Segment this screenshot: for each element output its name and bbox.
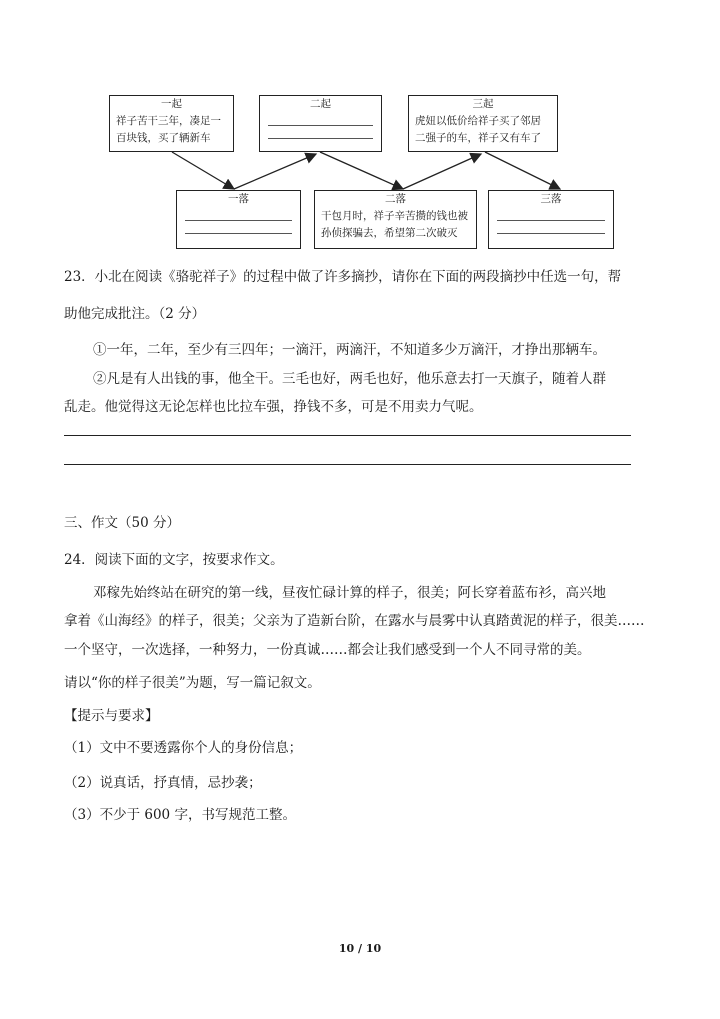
arrow-fall1-to-rise2 (234, 154, 316, 189)
box-title: 二起 (310, 98, 331, 110)
box-text-line: 祥子苦干三年，凑足一 (116, 115, 221, 127)
box-title: 三落 (540, 193, 562, 205)
q24-requirements-title: 【提示与要求】 (64, 708, 159, 724)
q24-prompt: 请以“你的样子很美”为题，写一篇记叙文。 (64, 675, 321, 691)
q23-option-1: ①一年，二年，至少有三四年；一滴汗，两滴汗，不知道多少万滴汗，才挣出那辆车。 (93, 342, 606, 358)
box-text-line: 干包月时，祥子辛苦攒的钱也被 (321, 210, 468, 222)
q24-para-1: 邓稼先始终站在研究的第一线，昼夜忙碌计算的样子，很美；阿长穿着蓝布衫，高兴地 (93, 585, 606, 601)
q23-line-2: 助他完成批注。（2 分） (64, 306, 206, 322)
box-title: 一落 (228, 193, 249, 205)
q24-requirement-3: （3）不少于 600 字，书写规范工整。 (64, 807, 296, 823)
arrow-rise2-to-fall2 (320, 152, 403, 189)
q24-requirement-2: （2）说真话，抒真情，忌抄袭； (64, 775, 262, 791)
arrow-rise1-to-fall1 (172, 152, 234, 189)
q24-para-2: 拿着《山海经》的样子，很美；父亲为了造新台阶，在露水与晨雾中认真踏黄泥的样子，很美…… (64, 613, 645, 629)
q23-option-2b: 乱走。他觉得这无论怎样也比拉车强，挣钱不多，可是不用卖力气呢。 (64, 399, 483, 415)
answer-line[interactable] (64, 464, 631, 465)
q23-option-2a: ②凡是有人出钱的事，他全干。三毛也好，两毛也好，他乐意去打一天旗子，随着人群 (93, 371, 606, 387)
box-title: 二落 (385, 193, 406, 205)
diagram-arrows (0, 0, 720, 260)
box-text-line: 百块钱，买了辆新车 (116, 132, 211, 144)
box-text-line: 二强子的车，祥子又有车了 (415, 132, 541, 144)
q24-para-3: 一个坚守，一次选择，一种努力，一份真诚……都会让我们感受到一个人不同寻常的美。 (64, 642, 591, 658)
box-text-line: 孙侦探骗去，希望第二次破灭 (321, 227, 458, 239)
arrow-rise3-to-fall3 (485, 152, 560, 189)
q24-heading: 24．阅读下面的文字，按要求作文。 (64, 552, 284, 568)
page-number: 10 / 10 (338, 942, 382, 955)
box-title: 三起 (472, 98, 494, 110)
answer-line[interactable] (64, 435, 631, 436)
arrow-fall2-to-rise3 (403, 154, 481, 189)
q24-requirement-1: （1）文中不要透露你个人的身份信息； (64, 740, 303, 756)
box-text-line: 虎妞以低价给祥子买了邻居 (415, 115, 541, 127)
box-title: 一起 (161, 98, 182, 110)
section-heading: 三、作文（50 分） (64, 515, 180, 531)
q23-line-1: 23．小北在阅读《骆驼祥子》的过程中做了许多摘抄，请你在下面的两段摘抄中任选一句，帮 (64, 269, 622, 285)
